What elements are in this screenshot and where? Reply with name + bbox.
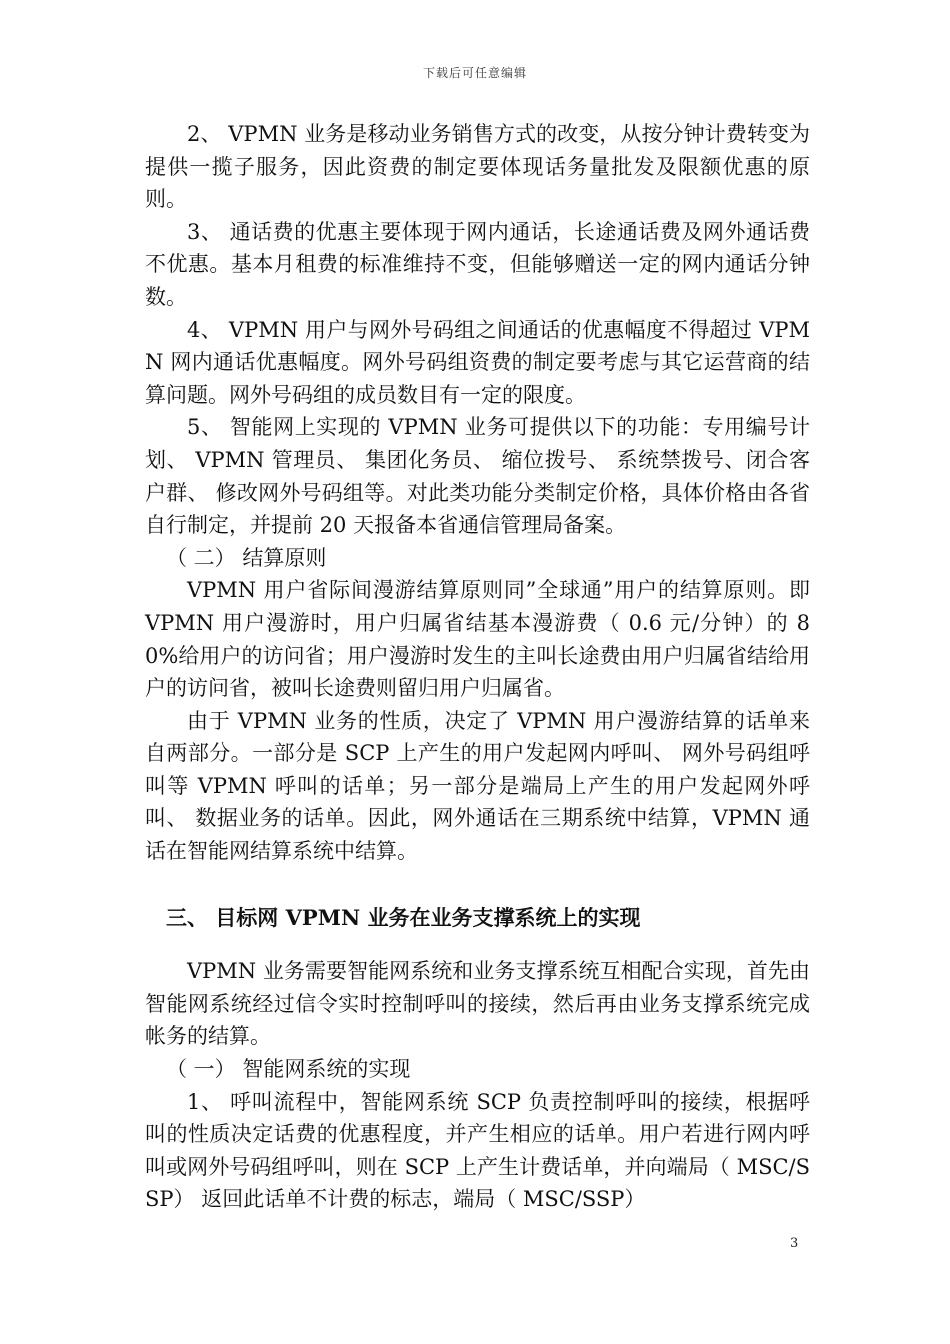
page-header: 下载后可任意编辑 (422, 66, 527, 80)
section-heading: 三、 目标网 VPMN 业务在业务支撑系统上的实现 (166, 904, 641, 930)
paragraph: 由于 VPMN 业务的性质，决定了 VPMN 用户漫游结算的话单来自两部分。一部分是 SCP 上产生的用户发起网内呼叫、 网外号码组呼叫等 VPMN 呼叫的话单；另一部分是端局上产生的用户发起网外呼叫、 数据业务的话单。因此，网外通话在三期系统中结算，VPMN 通话在智能网结算系统中结算。 (145, 708, 810, 864)
paragraph: 1、 呼叫流程中，智能网系统 SCP 负责控制呼叫的接续，根据呼叫的性质决定话费的优惠程度，并产生相应的话单。用户若进行网内呼叫或网外号码组呼叫，则在 SCP 上产生计费话单，并向端局（ MSC/SSP） 返回此话单不计费的标志，端局（ MSC/SSP） (145, 1089, 810, 1212)
subheading: （ 一） 智能网系统的实现 (166, 1057, 411, 1082)
document-body (145, 118, 810, 1216)
subheading: （ 二） 结算原则 (166, 545, 327, 570)
paragraph: 3、 通话费的优惠主要体现于网内通话，长途通话费及网外通话费不优惠。基本月租费的标准维持不变，但能够赠送一定的网内通话分钟数。 (145, 219, 810, 309)
page-number: 3 (790, 1236, 799, 1251)
paragraph: 4、 VPMN 用户与网外号码组之间通话的优惠幅度不得超过 VPMN 网内通话优惠幅度。网外号码组资费的制定要考虑与其它运营商的结算问题。网外号码组的成员数目有一定的限度。 (145, 317, 810, 407)
paragraph: 5、 智能网上实现的 VPMN 业务可提供以下的功能：专用编号计划、 VPMN 管理员、 集团化务员、 缩位拨号、 系统禁拨号、闭合客户群、 修改网外号码组等。对此类功能分类制定价格，具体价格由各省自行制定，并提前 20 天报备本省通信管理局备案。 (145, 415, 810, 538)
paragraph: VPMN 业务需要智能网系统和业务支撑系统互相配合实现，首先由智能网系统经过信令实时控制呼叫的接续，然后再由业务支撑系统完成帐务的结算。 (145, 959, 810, 1049)
paragraph: VPMN 用户省际间漫游结算原则同”全球通”用户的结算原则。即 VPMN 用户漫游时，用户归属省结基本漫游费（ 0.6 元/分钟）的 80%给用户的访问省；用户漫游时发生的主叫长途费由用户归属省结给用户的访问省，被叫长途费则留归用户归属省。 (145, 578, 810, 701)
paragraph: 2、 VPMN 业务是移动业务销售方式的改变，从按分钟计费转变为提供一揽子服务，因此资费的制定要体现话务量批发及限额优惠的原则。 (145, 122, 810, 212)
